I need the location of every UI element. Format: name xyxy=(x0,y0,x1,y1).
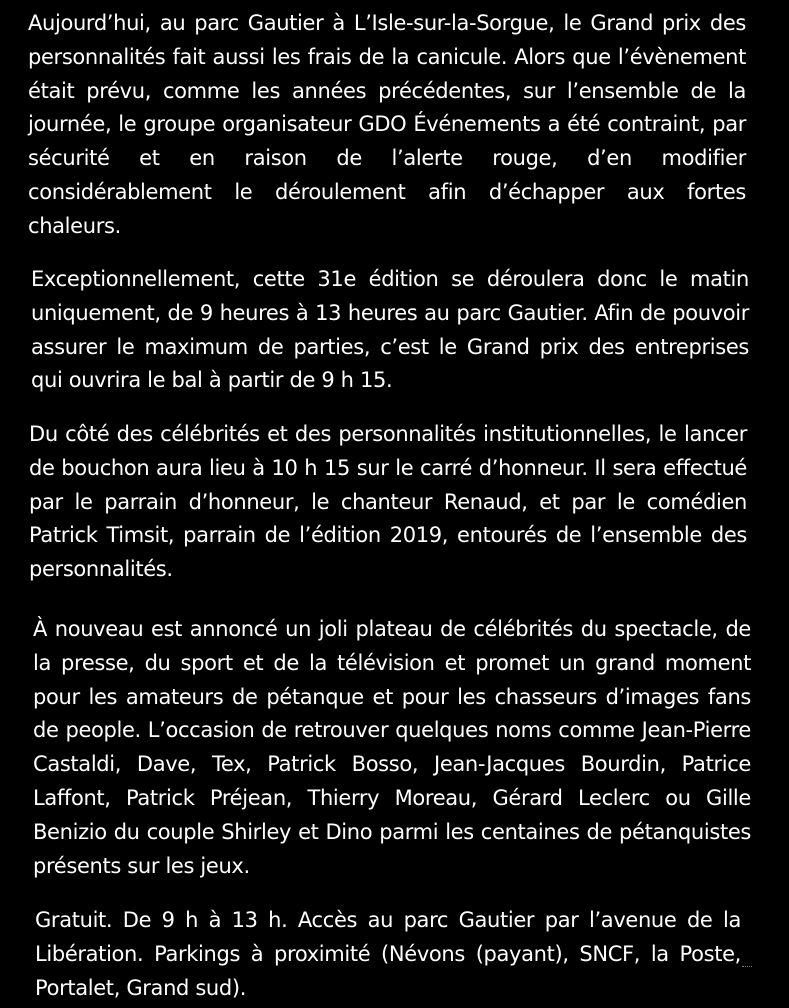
article-paragraph-schedule: Exceptionnellement, cette 31e édition se déroulera donc le matin uniquement, de 9 heures à 13 heures au parc Gautier. Afin de pouvoir assurer le maximum de parties, c’est le Grand prix des entreprises qui ouvrira le bal à partir de 9 h 15. xyxy=(31,267,749,393)
text-selection-marker xyxy=(742,966,752,967)
article-paragraph-practical-info: Gratuit. De 9 h à 13 h. Accès au parc Gautier par l’avenue de la Libération. Parkings à proximité (Névons (payant), SNCF, la Poste, Portalet, Grand sud). xyxy=(35,908,741,1000)
article-paragraph-ceremony: Du côté des célébrités et des personnalités institutionnelles, le lancer de bouchon aura lieu à 10 h 15 sur le carré d’honneur. Il sera effectué par le parrain d’honneur, le chanteur Renaud, et par le comédien Patrick Timsit, parrain de l’édition 2019, entourés de l’ensemble des personnalités. xyxy=(29,422,747,582)
article-paragraph-intro: Aujourd’hui, au parc Gautier à L’Isle-sur-la-Sorgue, le Grand prix des personnalités fait aussi les frais de la canicule. Alors que l’évènement était prévu, comme les années précédentes, sur l’ensemble de la journée, le groupe organisateur GDO Événements a été contraint, par sécurité et en raison de l’alerte rouge, d’en modifier considérablement le déroulement afin d’échapper aux fortes chaleurs. xyxy=(28,11,746,238)
article-paragraph-celebrities: À nouveau est annoncé un joli plateau de célébrités du spectacle, de la presse, du sport et de la télévision et promet un grand moment pour les amateurs de pétanque et pour les chasseurs d’images fans de people. L’occasion de retrouver quelques noms comme Jean-Pierre Castaldi, Dave, Tex, Patrick Bosso, Jean-Jacques Bourdin, Patrice Laffont, Patrick Préjean, Thierry Moreau, Gérard Leclerc ou Gille Benizio du couple Shirley et Dino parmi les centaines de pétanquistes présents sur les jeux. xyxy=(33,617,751,878)
